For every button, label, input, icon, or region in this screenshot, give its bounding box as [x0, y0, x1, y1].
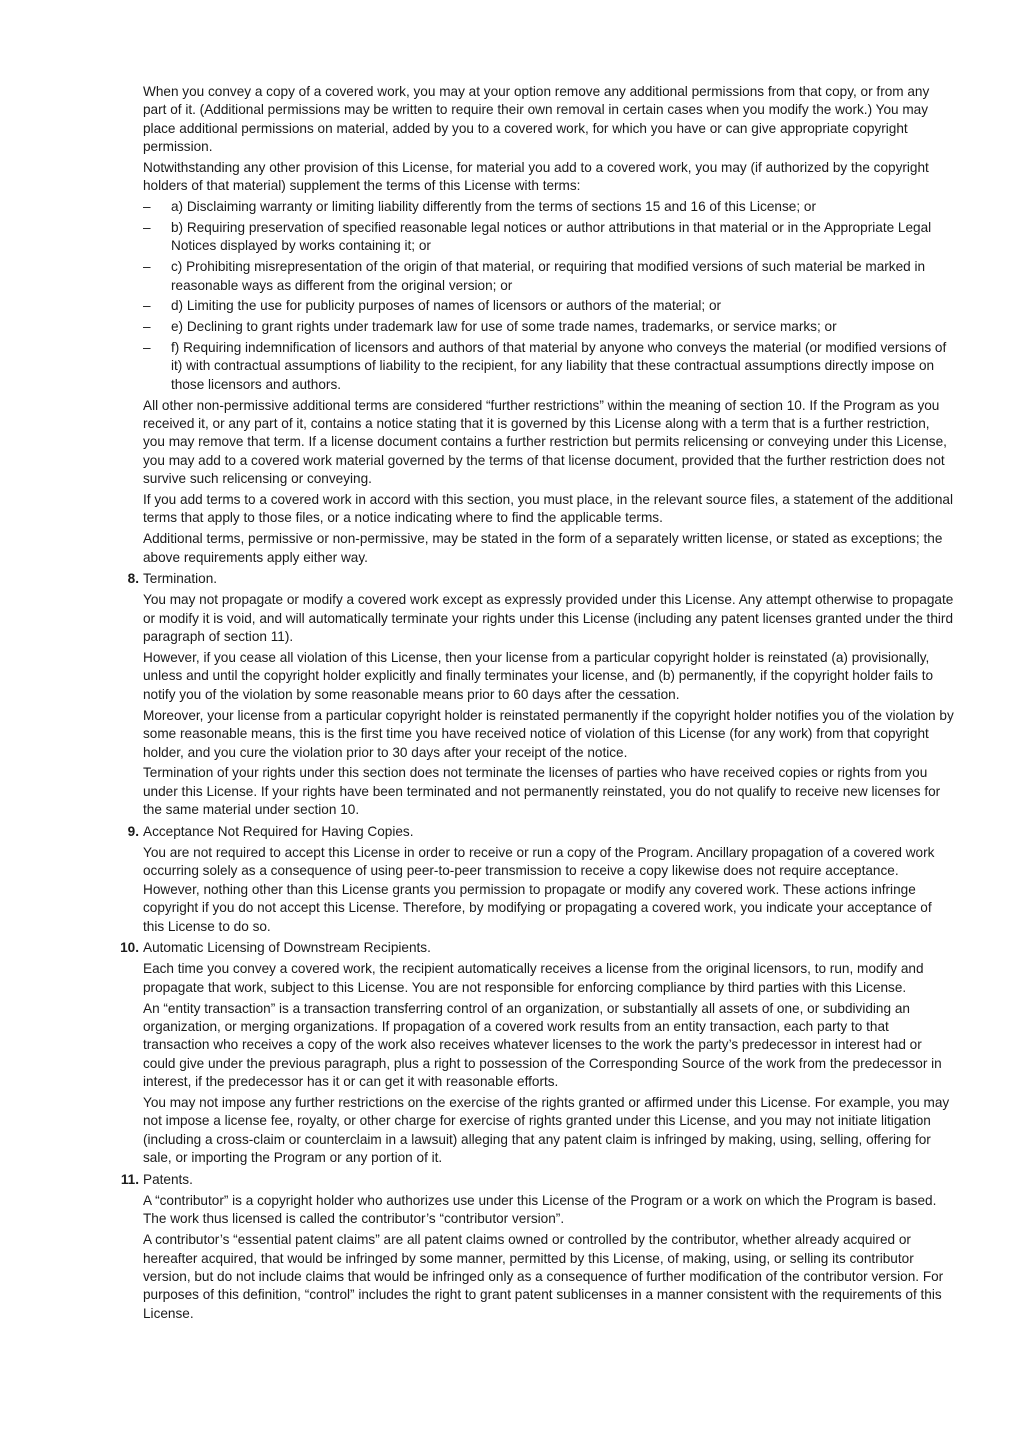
section-heading: [120, 939, 954, 957]
section-automatic-licensing: [0, 939, 1032, 1168]
list-item-text: c) Prohibiting misrepresentation of the origin of that material, or requiring that modified versions of such material be marked in reasonable ways as different from the original version; or: [171, 259, 926, 293]
list-item: [143, 258, 954, 295]
list-dash-marker: –: [143, 319, 151, 335]
list-item: [143, 219, 954, 256]
list-item: [143, 339, 954, 394]
list-dash-marker: –: [143, 298, 151, 314]
section-paragraph: However, if you cease all violation of this License, then your license from a particular copyright holder is reinstated (a) provisionally, unless and until the copyright holder explicitly and finally terminates your license, and (b) permanently, if the copyright holder fails to notify you of the violation by some reasonable means prior to 60 days after the cessation.: [143, 650, 934, 702]
list-item: [143, 198, 954, 216]
list-item-text: d) Limiting the use for publicity purposes of names of licensors or authors of the material; or: [171, 298, 722, 314]
list-item: [143, 297, 954, 315]
section-acceptance: [0, 823, 1032, 936]
list-item-text: b) Requiring preservation of specified reasonable legal notices or author attributions in that material or in the Appropriate Legal Notices displayed by works containing it; or: [171, 220, 932, 254]
list-dash-marker: –: [143, 199, 151, 215]
section-heading: [127, 570, 954, 588]
section-paragraph: You are not required to accept this License in order to receive or run a copy of the Program. Ancillary propagation of a covered work occurring solely as a consequence of using peer-to-peer transmission to receive a copy likewise does not require acceptance. However, nothing other than this License grants you permission to propagate or modify any covered work. These actions infringe copyright if you do not accept this License. Therefore, by modifying or propagating a covered work, you indicate your acceptance of this License to do so.: [143, 844, 935, 934]
section-paragraph: A contributor’s “essential patent claims” are all patent claims owned or controlled by the contributor, whether already acquired or hereafter acquired, that would be infringed by some manner, permitted by this License, of making, using, or selling its contributor version, but do not include claims that would be infringed only as a consequence of further modification of the contributor version. For purposes of this definition, “control” includes the right to grant patent sublicenses in a manner consistent with the requirements of this License.: [143, 1232, 944, 1321]
section-paragraph: Termination of your rights under this section does not terminate the licenses of parties who have received copies or rights from you under this License. If your rights have been terminated and not permanently reinstated, you do not qualify to receive new licenses for the same material under section 10.: [143, 765, 941, 818]
list-item-text: f) Requiring indemnification of licensors and authors of that material by anyone who conveys the material (or modified versions of it) with contractual assumptions of liability to the recipient, for any liability that these contractual assumptions directly impose on those licensors and authors.: [171, 340, 947, 392]
section-patents: [0, 1171, 1032, 1324]
body-paragraph: If you add terms to a covered work in accord with this section, you must place, in the relevant source files, a statement of the additional terms that apply to those files, or a notice indicating where to find the applicable terms.: [143, 492, 953, 526]
section-termination: [0, 570, 1032, 819]
list-item-text: a) Disclaiming warranty or limiting liability differently from the terms of sections 15 and 16 of this License; or: [171, 199, 816, 215]
section-number: 11.: [120, 1171, 139, 1187]
list-dash-marker: –: [143, 340, 151, 356]
section-title: Patents.: [143, 1171, 193, 1187]
section-paragraph: Moreover, your license from a particular copyright holder is reinstated permanently if the copyright holder notifies you of the violation by some reasonable means, this is the first time you have received notice of violation of this License (for any work) from that copyright holder, and you cure the violation prior to 30 days after your receipt of the notice.: [143, 707, 954, 760]
intro-paragraph: When you convey a copy of a covered work, you may at your option remove any additional permissions from that copy, or from any part of it. (Additional permissions may be written to require their own removal in certain cases when you modify the work.) You may place additional permissions on material, added by you to a covered work, for which you have or can give appropriate copyright permission.: [143, 84, 930, 155]
section-paragraph: A “contributor” is a copyright holder who authorizes use under this License of the Program or a work on which the Program is based. The work thus licensed is called the contributor’s “contributor version”.: [143, 1193, 937, 1227]
list-item: [143, 318, 954, 336]
additional-terms-list: [0, 198, 1032, 394]
section-title: Termination.: [143, 571, 218, 587]
section-paragraph: An “entity transaction” is a transaction transferring control of an organization, or substantially all assets of one, or subdividing an organization, or merging organizations. If propagation of a covered work results from an entity transaction, each party to that transaction who receives a copy of the work also receives whatever licenses to the work the party’s predecessor in interest had or could give under the previous paragraph, plus a right to possession of the Corresponding Source of the work from the predecessor in interest, if the predecessor has it or can get it with reasonable efforts.: [143, 1000, 942, 1090]
section-paragraph: Each time you convey a covered work, the recipient automatically receives a license from the original licensors, to run, modify and propagate that work, subject to this License. You are not responsible for enforcing compliance by third parties with this License.: [143, 961, 924, 995]
intro-paragraph: Notwithstanding any other provision of this License, for material you add to a covered work, you may (if authorized by the copyright holders of that material) supplement the terms of this License with terms:: [143, 160, 929, 194]
list-item-text: e) Declining to grant rights under trademark law for use of some trade names, trademarks, or service marks; or: [171, 319, 837, 335]
section-number: 8.: [127, 571, 139, 587]
body-paragraph: All other non-permissive additional terms are considered “further restrictions” within the meaning of section 10. If the Program as you received it, or any part of it, contains a notice stating that it is governed by this License along with a term that is a further restriction, you may remove that term. If a license document contains a further restriction but permits relicensing or conveying under this License, you may add to a covered work material governed by the terms of that license document, provided that the further restriction does not survive such relicensing or conveying.: [143, 397, 947, 487]
list-dash-marker: –: [143, 259, 151, 275]
section-number: 9.: [127, 823, 139, 839]
section-number: 10.: [120, 939, 139, 955]
list-dash-marker: –: [143, 220, 151, 236]
section-heading: [127, 823, 954, 841]
section-paragraph: You may not impose any further restrictions on the exercise of the rights granted or affirmed under this License. For example, you may not impose a license fee, royalty, or other charge for exercise of rights granted under this License, and you may not initiate litigation (including a cross-claim or counterclaim in a lawsuit) alleging that any patent claim is infringed by making, using, selling, offering for sale, or importing the Program or any portion of it.: [143, 1094, 950, 1166]
section-heading: [120, 1171, 954, 1189]
section-title: Automatic Licensing of Downstream Recipients.: [143, 939, 431, 955]
section-title: Acceptance Not Required for Having Copies.: [143, 823, 414, 839]
section-paragraph: You may not propagate or modify a covered work except as expressly provided under this License. Any attempt otherwise to propagate or modify it is void, and will automatically terminate your rights under this License (including any patent licenses granted under the third paragraph of section 11).: [143, 592, 954, 645]
body-paragraph: Additional terms, permissive or non-permissive, may be stated in the form of a separately written license, or stated as exceptions; the above requirements apply either way.: [143, 531, 943, 565]
